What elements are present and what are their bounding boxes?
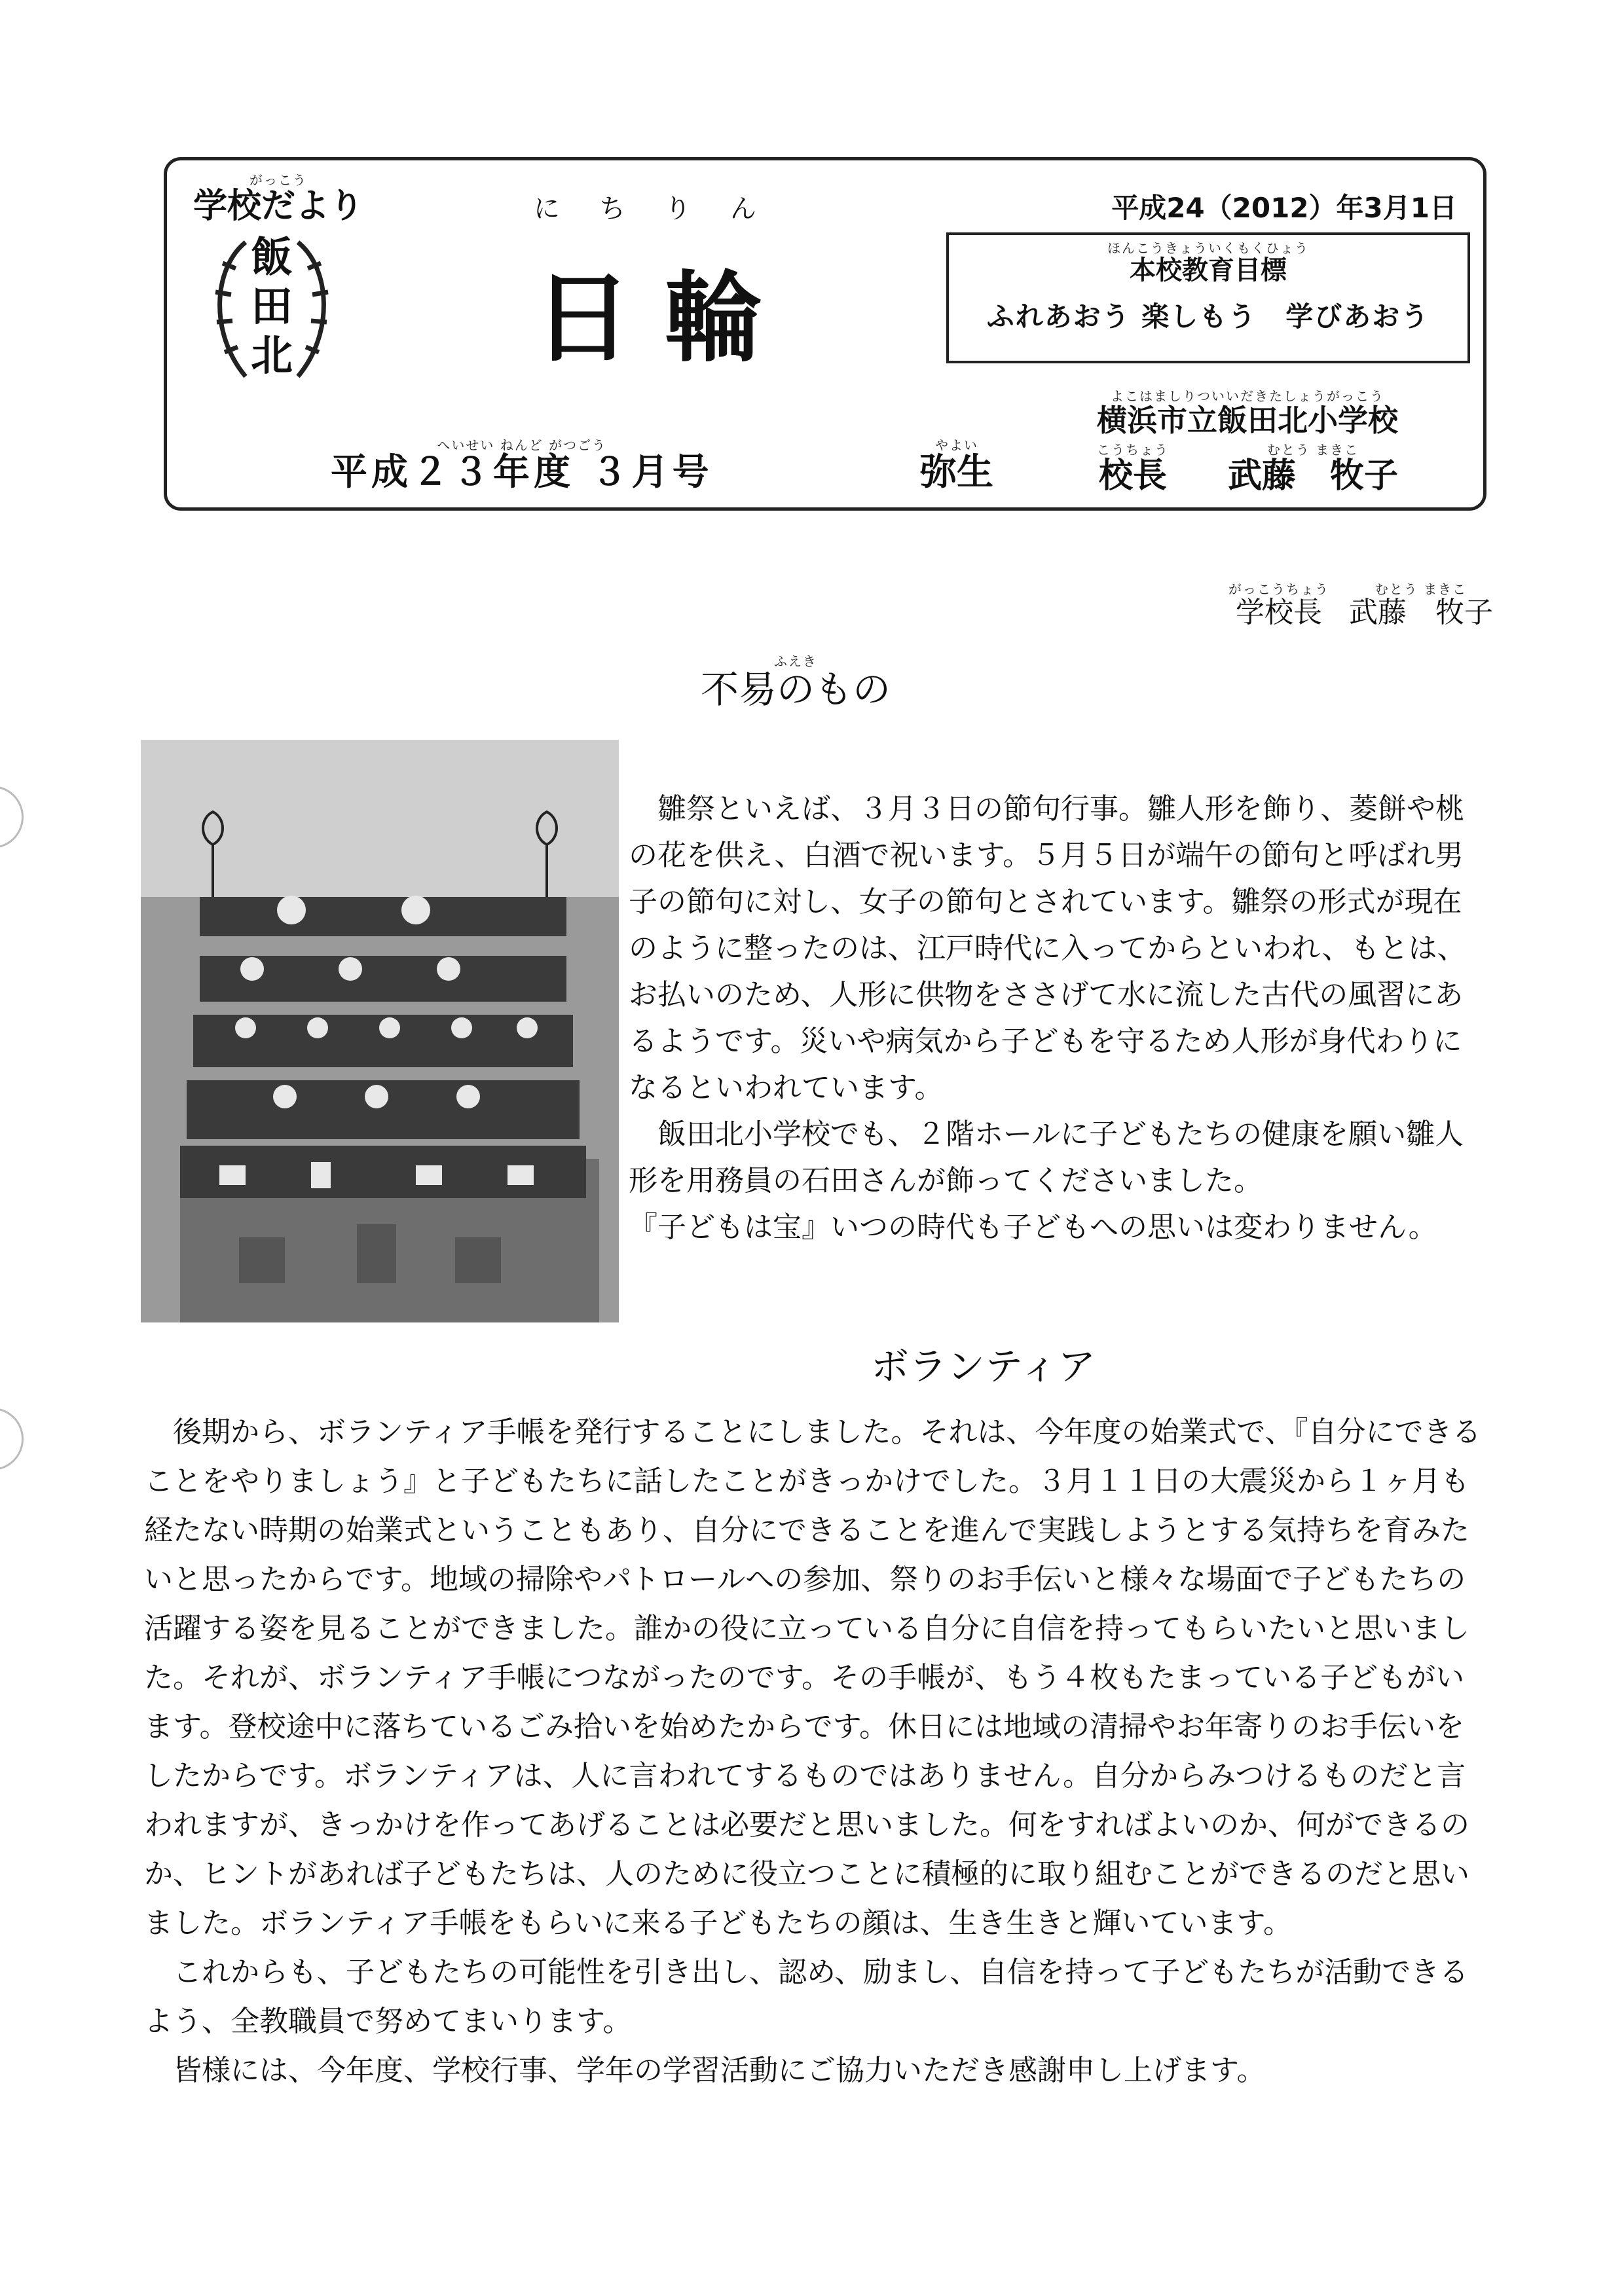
- punch-hole-bottom: [0, 1408, 24, 1470]
- section2-paragraph-3: 皆様には、今年度、学校行事、学年の学習活動にご協力いただき感謝申し上げます。: [173, 2054, 1266, 2087]
- title-reading: にちりん: [534, 194, 796, 224]
- section1-paragraph-2: 飯田北小学校でも、２階ホールに子どもたちの健康を願い雛人形を用務員の石田さんが飾ってくださいました。: [629, 1118, 1464, 1197]
- education-goals-box: [946, 232, 1470, 363]
- masthead: [164, 157, 1486, 511]
- section2-heading: ボランティア: [871, 1344, 1096, 1389]
- goals-text: ふれあおう 楽しもう 学びあおう: [986, 301, 1430, 333]
- hina-doll-photo: [141, 740, 619, 1322]
- school-name: よこはましりついいだきたしょうがっこう 横浜市立飯田北小学校: [1097, 388, 1398, 438]
- issue-number: へいせい ねんど がつごう 平成２３年度 ３月号: [331, 437, 713, 494]
- section2-paragraph-2: これからも、子どもたちの可能性を引き出し、認め、励まし、自信を持って子どもたちが活動できるよう、全教職員で努めてまいります。: [144, 1956, 1469, 2038]
- section1-body: [629, 786, 1486, 1250]
- emblem-text: 飯田北: [251, 234, 293, 380]
- month-name: やよい 弥生: [920, 437, 993, 494]
- section1-paragraph-1: 雛祭といえば、３月３日の節句行事。雛人形を飾り、菱餅や桃の花を供え、白酒で祝います。５月５日が端午の節句と呼ばれ男子の節句に対し、女子の節句とされています。雛祭の形式が現在のように整ったのは、江戸時代に入ってからといわれ、もとは、お払いのため、人形に供物をささげて水に流した古代の風習にあるようです。災いや病気から子どもを守るため人形が身代わりになるといわれています。: [629, 792, 1466, 1104]
- newsletter-title: 日輪: [534, 261, 796, 376]
- school-emblem: [206, 223, 337, 393]
- article-author: がっこうちょう 学校長 むとう まきこ 武藤 牧子: [1228, 581, 1493, 629]
- goals-title: ほんこうきょういくもくひょう 本校教育目標: [1107, 240, 1309, 285]
- section1-heading: ふえき 不易のもの: [701, 653, 891, 712]
- principal-line: こうちょう 校長 むとう まきこ 武藤 牧子: [1097, 442, 1399, 496]
- section2-body: [144, 1408, 1486, 2095]
- section1-paragraph-3: 『子どもは宝』いつの時代も子どもへの思いは変わりません。: [629, 1211, 1437, 1244]
- punch-hole-top: [0, 786, 24, 848]
- hina-doll-photo-drawing: [141, 740, 619, 1322]
- school-news-label: がっこう 学校だより: [193, 172, 364, 226]
- issue-date: 平成24（2012）年3月1日: [1111, 192, 1457, 224]
- section2-paragraph-1: 後期から、ボランティア手帳を発行することにしました。それは、今年度の始業式で、『自分にできることをやりましょう』と子どもたちに話したことがきっかけでした。３月１１日の大震災から１ヶ月も経たない時期の始業式ということもあり、自分にできることを進んで実践しようとする気持ちを育みたいと思ったからです。地域の掃除やパトロールへの参加、祭りのお手伝いと様々な場面で子どもたちの活躍する姿を見ることができました。誰かの役に立っている自分に自信を持ってもらいたいと思いました。それが、ボランティア手帳につながったのです。その手帳が、もう４枚もたまっている子どもがいます。登校途中に落ちているごみ拾いを始めたからです。休日には地域の清掃やお年寄りのお手伝いをしたからです。ボランティアは、人に言われてするものではありません。自分からみつけるものだと言われますが、きっかけを作ってあげることは必要だと思いました。何をすればよいのか、何ができるのか、ヒントがあれば子どもたちは、人のために役立つことに積極的に取り組むことができるのだと思いました。ボランティア手帳をもらいに来る子どもたちの顔は、生き生きと輝いています。: [144, 1415, 1481, 1940]
